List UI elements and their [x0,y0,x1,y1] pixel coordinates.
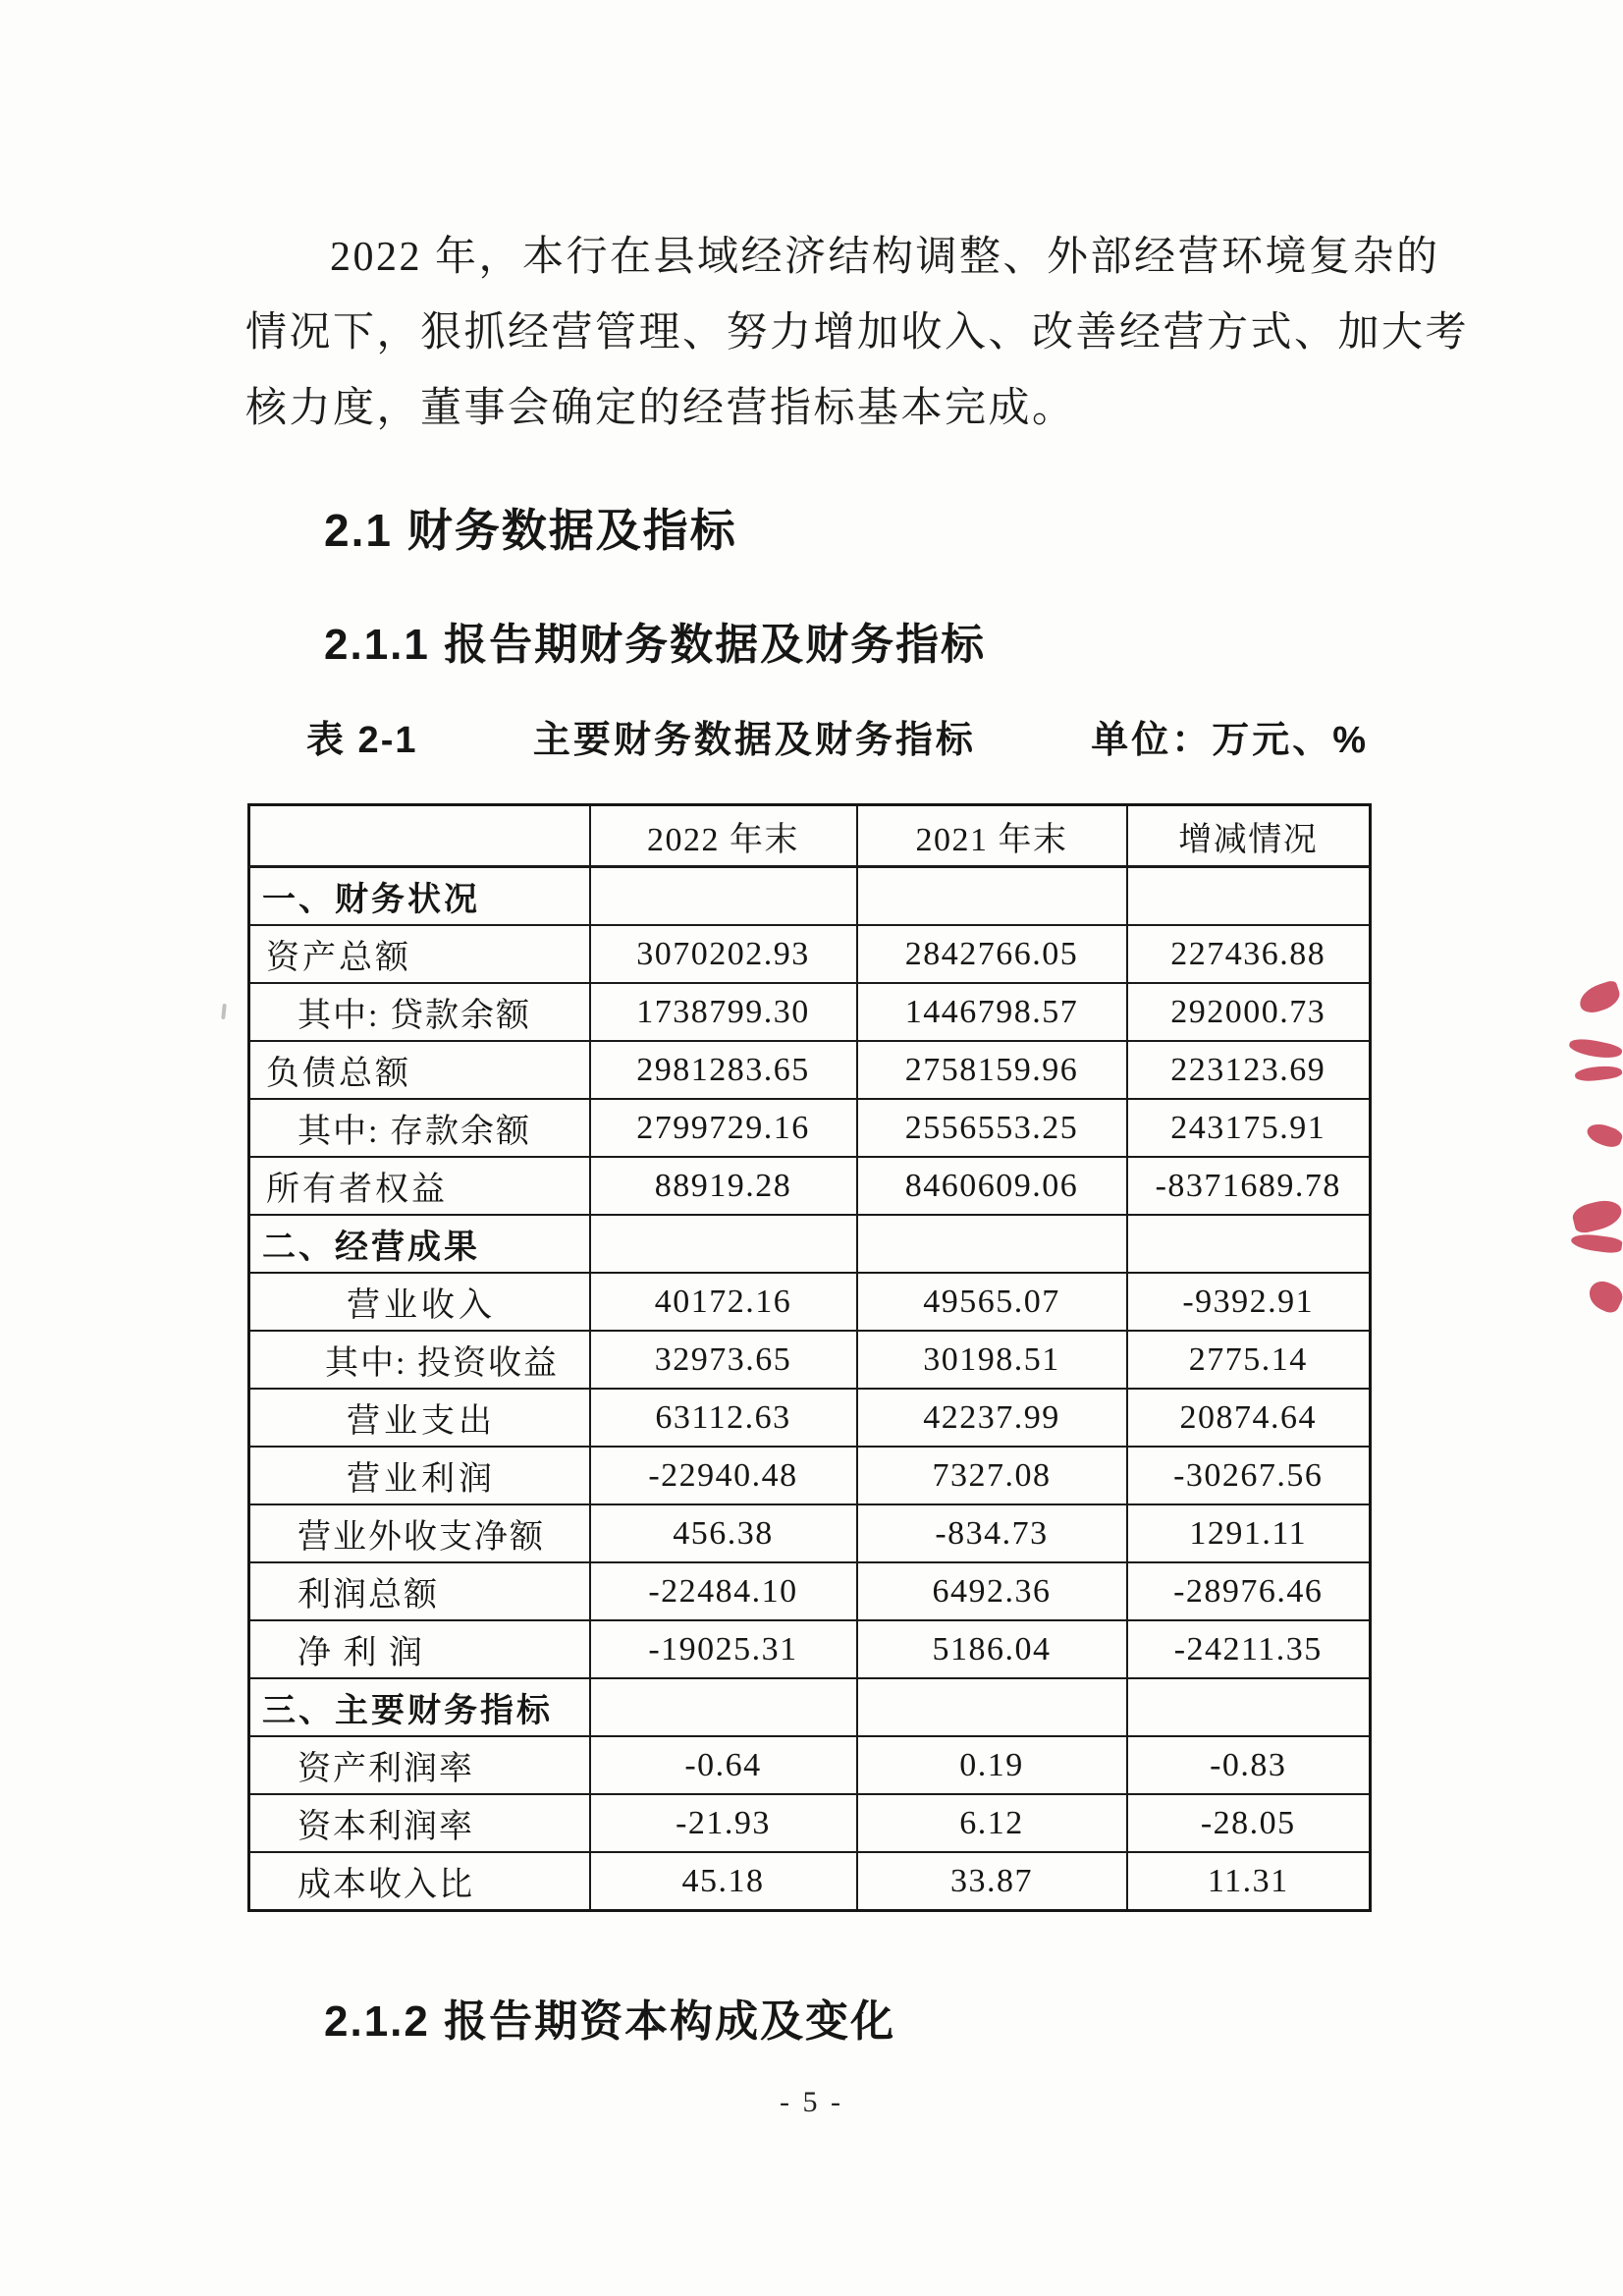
cell-label: 资本利润率 [249,1794,590,1852]
cell-2022: 1738799.30 [590,983,857,1041]
cell-2022: 40172.16 [590,1273,857,1331]
cell-2021 [857,1678,1127,1736]
table-row [249,1852,1371,1911]
col-header-change: 增减情况 [1127,805,1371,867]
table-row [249,1620,1371,1678]
table-caption-label: 表 2-1 [306,720,418,761]
cell-label: 成本收入比 [249,1852,590,1911]
cell-2022: -21.93 [590,1794,857,1852]
cell-label: 负债总额 [249,1041,590,1099]
paragraph-line-1: 2022 年，本行在县域经济结构调整、外部经营环境复杂的 [330,235,1440,280]
cell-2022: 2799729.16 [590,1099,857,1157]
cell-change [1127,1215,1371,1273]
cell-2021: 0.19 [857,1736,1127,1794]
col-header-blank [249,805,590,867]
table-row [249,1389,1371,1447]
cell-2021: 2758159.96 [857,1041,1127,1099]
table-row [249,1099,1371,1157]
cell-change: 1291.11 [1127,1504,1371,1562]
cell-2022: 456.38 [590,1504,857,1562]
table-caption-unit: 单位：万元、% [1091,720,1369,761]
page-number: - 5 - [780,2086,843,2118]
cell-change: -30267.56 [1127,1447,1371,1504]
red-seal-artifact [1568,1036,1623,1063]
cell-change [1127,1678,1371,1736]
red-seal-artifact [1570,1196,1623,1234]
cell-2022 [590,867,857,926]
cell-2021: 1446798.57 [857,983,1127,1041]
table-row [249,1447,1371,1504]
cell-change: 227436.88 [1127,925,1371,983]
col-header-2022: 2022 年末 [590,805,857,867]
cell-label: 资产总额 [249,925,590,983]
cell-2021: 42237.99 [857,1389,1127,1447]
cell-2022: 63112.63 [590,1389,857,1447]
table-caption-title: 主要财务数据及财务指标 [532,720,976,761]
cell-change: -9392.91 [1127,1273,1371,1331]
cell-2022: -19025.31 [590,1620,857,1678]
cell-2022: 45.18 [590,1852,857,1911]
cell-change: 20874.64 [1127,1389,1371,1447]
cell-change: 223123.69 [1127,1041,1371,1099]
cell-2021: 33.87 [857,1852,1127,1911]
cell-change: -28976.46 [1127,1562,1371,1620]
cell-2022: -22940.48 [590,1447,857,1504]
cell-2021 [857,1215,1127,1273]
cell-change [1127,867,1371,926]
table-row [249,1273,1371,1331]
cell-change: 11.31 [1127,1852,1371,1911]
table-row [249,1736,1371,1794]
table-row [249,983,1371,1041]
cell-2021: 2842766.05 [857,925,1127,983]
cell-change: 2775.14 [1127,1331,1371,1389]
cell-label: 利润总额 [249,1562,590,1620]
intro-paragraph [245,220,1470,447]
cell-2021 [857,867,1127,926]
cell-2022: 32973.65 [590,1331,857,1389]
table-row [249,1504,1371,1562]
cell-label: 营业利润 [249,1447,590,1504]
cell-2021: 6492.36 [857,1562,1127,1620]
paragraph-line-3: 核力度，董事会确定的经营指标基本完成。 [245,386,1076,431]
financial-data-table [247,803,1372,1912]
cell-change: -0.83 [1127,1736,1371,1794]
cell-label: 二、经营成果 [249,1215,590,1273]
cell-label: 一、财务状况 [249,867,590,926]
cell-2021: 6.12 [857,1794,1127,1852]
cell-label: 资产利润率 [249,1736,590,1794]
table-row [249,1331,1371,1389]
cell-2022: 2981283.65 [590,1041,857,1099]
cell-label: 营业外收支净额 [249,1504,590,1562]
heading-2-1: 2.1 财务数据及指标 [324,505,737,556]
cell-2022: 3070202.93 [590,925,857,983]
cell-label: 营业收入 [249,1273,590,1331]
cell-2022 [590,1678,857,1736]
cell-label: 所有者权益 [249,1157,590,1215]
cell-2021: 30198.51 [857,1331,1127,1389]
red-seal-artifact [1585,1120,1623,1150]
table-row [249,867,1371,926]
cell-label: 其中: 贷款余额 [249,983,590,1041]
table-row [249,1794,1371,1852]
table-row [249,925,1371,983]
cell-2021: 8460609.06 [857,1157,1127,1215]
cell-label: 三、主要财务指标 [249,1678,590,1736]
cell-2021: 7327.08 [857,1447,1127,1504]
table-row [249,1157,1371,1215]
cell-2022: 88919.28 [590,1157,857,1215]
cell-change: 292000.73 [1127,983,1371,1041]
cell-2021: 2556553.25 [857,1099,1127,1157]
table-row [249,1562,1371,1620]
cell-label: 其中: 投资收益 [249,1331,590,1389]
cell-change: 243175.91 [1127,1099,1371,1157]
cell-label: 营业支出 [249,1389,590,1447]
cell-2021: 5186.04 [857,1620,1127,1678]
cell-change: -24211.35 [1127,1620,1371,1678]
cell-2021: 49565.07 [857,1273,1127,1331]
heading-2-1-2: 2.1.2 报告期资本构成及变化 [324,1997,896,2046]
red-seal-artifact [1570,1231,1623,1254]
scan-speck [221,1004,227,1019]
red-seal-artifact [1585,1277,1623,1316]
col-header-2021: 2021 年末 [857,805,1127,867]
cell-change: -8371689.78 [1127,1157,1371,1215]
table-row [249,1215,1371,1273]
cell-2022: -22484.10 [590,1562,857,1620]
paragraph-line-2: 情况下，狠抓经营管理、努力增加收入、改善经营方式、加大考 [245,310,1470,355]
cell-2022 [590,1215,857,1273]
table-row [249,1678,1371,1736]
cell-2022: -0.64 [590,1736,857,1794]
red-seal-artifact [1574,1064,1622,1084]
table-row [249,1041,1371,1099]
cell-change: -28.05 [1127,1794,1371,1852]
table-caption [247,709,1369,763]
cell-2021: -834.73 [857,1504,1127,1562]
cell-label: 其中: 存款余额 [249,1099,590,1157]
red-seal-artifact [1576,979,1623,1016]
heading-2-1-1: 2.1.1 报告期财务数据及财务指标 [324,621,987,669]
cell-label: 净 利 润 [249,1620,590,1678]
table-header-row [249,805,1371,867]
